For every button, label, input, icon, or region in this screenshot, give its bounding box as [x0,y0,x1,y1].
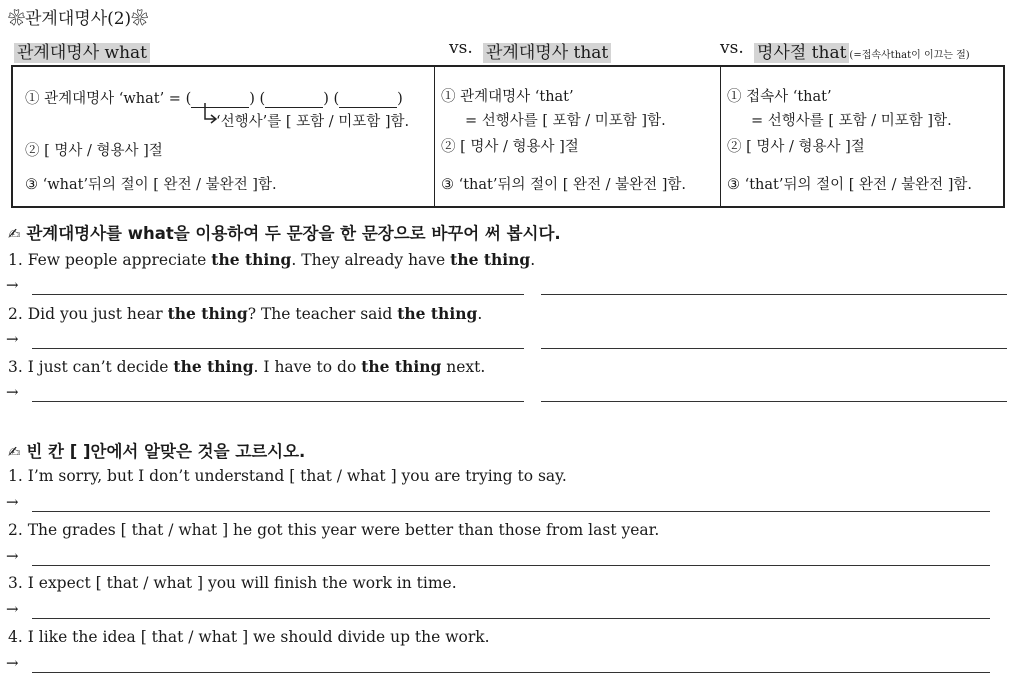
that-rule-1: ① 관계대명사 ‘that’ [441,89,574,105]
answer-line[interactable] [541,348,1007,349]
blank-1[interactable]: ( ) [185,91,255,107]
blank-3[interactable]: ( ) [333,91,403,107]
section2-heading: ✍ 빈 칸 [ ]안에서 알맞은 것을 고르시오. [8,442,306,461]
answer-arrow: → [6,493,19,511]
that-rule-1b: = 선행사를 [ 포함 / 미포함 ]함. [465,113,666,129]
writing-hand-icon: ✍ [8,225,21,243]
question-2: 2. Did you just hear the thing? The teacher said the thing. [8,304,483,323]
conj-rule-2: ② [ 명사 / 형용사 ]절 [727,139,865,155]
header-vs-1: vs. [449,38,473,58]
choice-question-2: 2. The grades [ that / what ] he got this year were better than those from last year. [8,521,660,539]
section1-heading: ✍ 관계대명사를 what을 이용하여 두 문장을 한 문장으로 바꾸어 써 봅시다. [8,224,561,243]
answer-line[interactable] [32,294,524,295]
answer-line[interactable] [32,401,524,402]
answer-line[interactable] [32,511,990,512]
answer-arrow: → [6,276,19,294]
question-1: 1. Few people appreciate the thing. They already have the thing. [8,250,536,269]
header-that: 관계대명사 that [483,38,611,63]
answer-line[interactable] [541,294,1007,295]
conj-rule-1b: = 선행사를 [ 포함 / 미포함 ]함. [751,113,952,129]
answer-line[interactable] [32,565,990,566]
answer-line[interactable] [32,348,524,349]
answer-arrow: → [6,600,19,618]
what-rule-1: ① 관계대명사 ‘what’ = ( ) ( ) ( ) [25,91,403,107]
that-rule-2: ② [ 명사 / 형용사 ]절 [441,139,579,155]
answer-line[interactable] [32,672,990,673]
column-divider [720,67,721,206]
page-title: ❀관계대명사(2)❀ [8,9,149,29]
that-rule-3: ③ ‘that’뒤의 절이 [ 완전 / 불완전 ]함. [441,177,686,193]
column-divider [434,67,435,206]
answer-arrow: → [6,383,19,401]
choice-question-4: 4. I like the idea [ that / what ] we should divide up the work. [8,628,490,646]
blank-2[interactable]: ( ) [259,91,329,107]
choice-question-1: 1. I’m sorry, but I don’t understand [ that / what ] you are trying to say. [8,467,567,485]
writing-hand-icon: ✍ [8,443,21,461]
comparison-table [11,65,1005,208]
header-noun-clause: 명사절 that (=접속사that이 이끄는 절) [754,38,970,63]
what-rule-2: ② [ 명사 / 형용사 ]절 [25,143,163,159]
what-rule-3: ③ ‘what’뒤의 절이 [ 완전 / 불완전 ]함. [25,177,277,193]
choice-question-3: 3. I expect [ that / what ] you will finish the work in time. [8,574,457,592]
header-note: (=접속사that이 이끄는 절) [849,50,970,61]
answer-arrow: → [6,547,19,565]
conj-rule-3: ③ ‘that’뒤의 절이 [ 완전 / 불완전 ]함. [727,177,972,193]
question-3: 3. I just can’t decide the thing. I have to do the thing next. [8,357,486,376]
answer-arrow: → [6,654,19,672]
answer-line[interactable] [32,618,990,619]
what-rule-1b: ‘선행사’를 [ 포함 / 미포함 ]함. [216,114,410,130]
answer-arrow: → [6,330,19,348]
connector-arrow-icon [201,103,219,125]
conj-rule-1: ① 접속사 ‘that’ [727,89,832,105]
answer-line[interactable] [541,401,1007,402]
header-vs-2: vs. [720,38,744,58]
header-what: 관계대명사 what [14,38,150,63]
